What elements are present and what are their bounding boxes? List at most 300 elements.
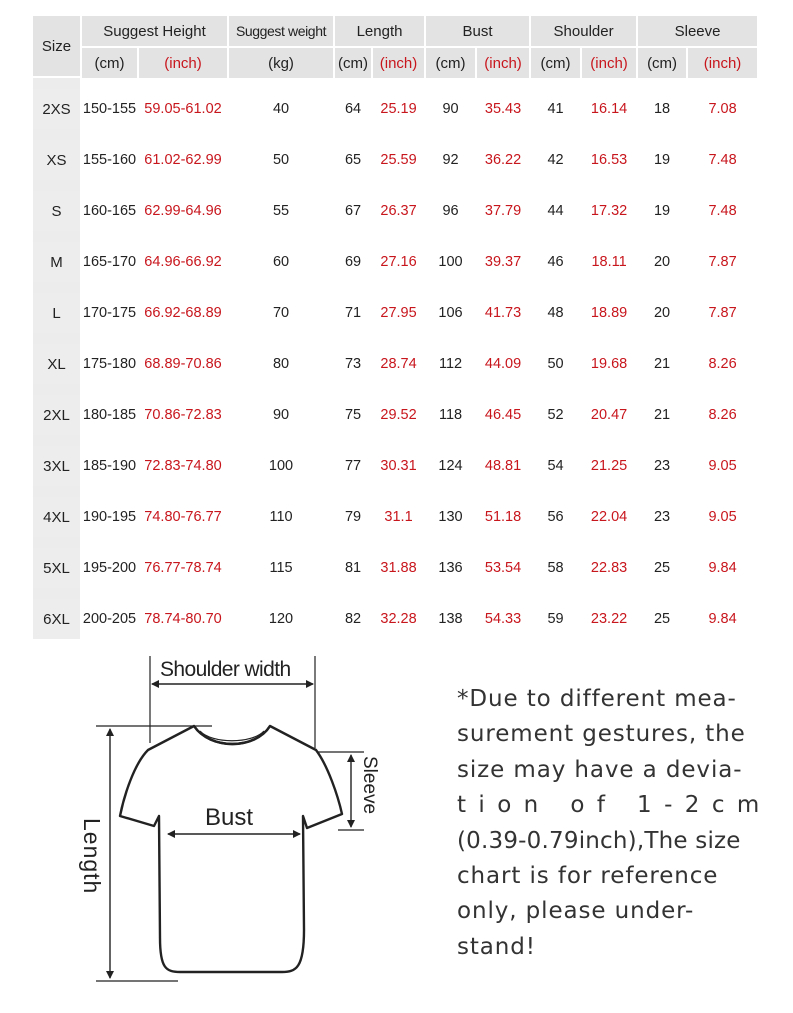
cell-height-inch: 62.99-64.96	[139, 191, 229, 231]
separator-cell	[373, 333, 426, 344]
unit-weight-kg: (kg)	[229, 48, 335, 78]
cell-length-cm: 69	[335, 242, 373, 282]
cell-bust-cm: 136	[426, 548, 477, 588]
separator-cell	[688, 333, 759, 344]
cell-bust-inch: 46.45	[477, 395, 531, 435]
table-row	[33, 344, 759, 384]
separator-cell	[335, 180, 373, 191]
separator-cell	[688, 78, 759, 89]
separator-cell	[229, 78, 335, 89]
separator-cell	[139, 78, 229, 89]
cell-height-inch: 68.89-70.86	[139, 344, 229, 384]
separator-cell	[426, 180, 477, 191]
separator-cell	[426, 333, 477, 344]
separator-cell	[477, 180, 531, 191]
separator-cell	[33, 333, 82, 344]
cell-sleeve-inch: 9.84	[688, 599, 759, 639]
cell-length-cm: 75	[335, 395, 373, 435]
separator-cell	[33, 435, 82, 446]
cell-bust-inch: 44.09	[477, 344, 531, 384]
cell-bust-cm: 96	[426, 191, 477, 231]
cell-weight-kg: 70	[229, 293, 335, 333]
cell-shoulder-cm: 59	[531, 599, 582, 639]
separator-cell	[582, 180, 638, 191]
cell-length-inch: 25.59	[373, 140, 426, 180]
cell-weight-kg: 60	[229, 242, 335, 282]
separator-cell	[33, 384, 82, 395]
cell-height-cm: 175-180	[82, 344, 139, 384]
separator-cell	[33, 231, 82, 242]
unit-shoulder-cm: (cm)	[531, 48, 582, 78]
cell-shoulder-cm: 41	[531, 89, 582, 129]
cell-sleeve-cm: 20	[638, 293, 688, 333]
cell-sleeve-inch: 9.05	[688, 446, 759, 486]
row-separator	[33, 486, 759, 497]
row-separator	[33, 282, 759, 293]
separator-cell	[373, 537, 426, 548]
row-separator	[33, 537, 759, 548]
separator-cell	[688, 588, 759, 599]
row-separator	[33, 384, 759, 395]
separator-cell	[229, 486, 335, 497]
separator-cell	[426, 435, 477, 446]
cell-shoulder-cm: 58	[531, 548, 582, 588]
header-row-units	[33, 48, 759, 78]
cell-bust-cm: 90	[426, 89, 477, 129]
separator-cell	[33, 537, 82, 548]
separator-cell	[33, 78, 82, 89]
cell-size: 4XL	[33, 497, 82, 537]
separator-cell	[229, 537, 335, 548]
cell-sleeve-inch: 9.84	[688, 548, 759, 588]
separator-cell	[139, 435, 229, 446]
cell-shoulder-cm: 52	[531, 395, 582, 435]
row-separator	[33, 231, 759, 242]
cell-shoulder-cm: 54	[531, 446, 582, 486]
cell-length-cm: 79	[335, 497, 373, 537]
cell-sleeve-cm: 19	[638, 191, 688, 231]
separator-cell	[139, 129, 229, 140]
separator-cell	[33, 180, 82, 191]
cell-height-inch: 72.83-74.80	[139, 446, 229, 486]
cell-height-cm: 195-200	[82, 548, 139, 588]
unit-bust-cm: (cm)	[426, 48, 477, 78]
cell-sleeve-cm: 25	[638, 599, 688, 639]
cell-length-inch: 25.19	[373, 89, 426, 129]
separator-cell	[33, 282, 82, 293]
cell-weight-kg: 55	[229, 191, 335, 231]
separator-cell	[33, 129, 82, 140]
separator-cell	[638, 180, 688, 191]
separator-cell	[638, 129, 688, 140]
cell-size: 3XL	[33, 446, 82, 486]
cell-length-cm: 71	[335, 293, 373, 333]
table-row	[33, 497, 759, 537]
cell-bust-cm: 124	[426, 446, 477, 486]
cell-sleeve-inch: 7.48	[688, 191, 759, 231]
separator-cell	[139, 588, 229, 599]
cell-bust-cm: 100	[426, 242, 477, 282]
tshirt-diagram	[60, 638, 400, 1003]
separator-cell	[638, 231, 688, 242]
separator-cell	[582, 333, 638, 344]
row-separator	[33, 180, 759, 191]
cell-height-inch: 61.02-62.99	[139, 140, 229, 180]
header-bust: Bust	[426, 16, 531, 48]
cell-bust-inch: 35.43	[477, 89, 531, 129]
cell-size: 6XL	[33, 599, 82, 639]
separator-cell	[531, 78, 582, 89]
cell-height-cm: 200-205	[82, 599, 139, 639]
separator-cell	[688, 384, 759, 395]
cell-height-cm: 160-165	[82, 191, 139, 231]
separator-cell	[638, 588, 688, 599]
cell-size: 2XS	[33, 89, 82, 129]
separator-cell	[477, 78, 531, 89]
separator-cell	[82, 231, 139, 242]
separator-cell	[582, 588, 638, 599]
length-label: Length	[79, 818, 105, 895]
cell-bust-cm: 130	[426, 497, 477, 537]
cell-bust-cm: 138	[426, 599, 477, 639]
separator-cell	[477, 129, 531, 140]
cell-size: 2XL	[33, 395, 82, 435]
separator-cell	[638, 537, 688, 548]
separator-cell	[531, 282, 582, 293]
cell-weight-kg: 120	[229, 599, 335, 639]
cell-height-inch: 78.74-80.70	[139, 599, 229, 639]
separator-cell	[229, 180, 335, 191]
separator-cell	[426, 588, 477, 599]
separator-cell	[139, 333, 229, 344]
cell-shoulder-inch: 22.83	[582, 548, 638, 588]
separator-cell	[477, 282, 531, 293]
separator-cell	[82, 282, 139, 293]
separator-cell	[688, 282, 759, 293]
separator-cell	[335, 231, 373, 242]
header-shoulder: Shoulder	[531, 16, 638, 48]
separator-cell	[426, 384, 477, 395]
separator-cell	[426, 486, 477, 497]
row-separator	[33, 333, 759, 344]
separator-cell	[582, 486, 638, 497]
separator-cell	[82, 384, 139, 395]
separator-cell	[373, 435, 426, 446]
separator-cell	[477, 537, 531, 548]
cell-sleeve-cm: 25	[638, 548, 688, 588]
bust-label: Bust	[205, 804, 254, 831]
header-row-titles	[33, 16, 759, 48]
separator-cell	[638, 486, 688, 497]
separator-cell	[33, 588, 82, 599]
header-weight: Suggest weight	[229, 16, 335, 48]
separator-cell	[82, 180, 139, 191]
cell-bust-inch: 54.33	[477, 599, 531, 639]
cell-sleeve-inch: 7.08	[688, 89, 759, 129]
separator-cell	[373, 129, 426, 140]
separator-cell	[477, 435, 531, 446]
cell-sleeve-inch: 7.87	[688, 293, 759, 333]
cell-height-inch: 76.77-78.74	[139, 548, 229, 588]
cell-weight-kg: 90	[229, 395, 335, 435]
separator-cell	[373, 231, 426, 242]
separator-cell	[335, 78, 373, 89]
cell-size: S	[33, 191, 82, 231]
separator-cell	[229, 282, 335, 293]
separator-cell	[688, 486, 759, 497]
cell-shoulder-inch: 20.47	[582, 395, 638, 435]
separator-cell	[373, 486, 426, 497]
separator-cell	[688, 435, 759, 446]
separator-cell	[582, 384, 638, 395]
table-row	[33, 599, 759, 639]
cell-height-cm: 190-195	[82, 497, 139, 537]
separator-cell	[582, 231, 638, 242]
cell-bust-inch: 41.73	[477, 293, 531, 333]
separator-cell	[82, 486, 139, 497]
note-line: *Due to different mea-	[457, 686, 737, 712]
cell-length-cm: 67	[335, 191, 373, 231]
separator-cell	[335, 129, 373, 140]
cell-shoulder-cm: 48	[531, 293, 582, 333]
cell-weight-kg: 100	[229, 446, 335, 486]
measurement-note	[457, 682, 772, 965]
separator-cell	[82, 537, 139, 548]
separator-cell	[373, 180, 426, 191]
separator-cell	[582, 78, 638, 89]
separator-cell	[531, 486, 582, 497]
separator-cell	[229, 231, 335, 242]
cell-weight-kg: 80	[229, 344, 335, 384]
header-sleeve: Sleeve	[638, 16, 759, 48]
cell-shoulder-inch: 18.11	[582, 242, 638, 282]
cell-sleeve-cm: 21	[638, 344, 688, 384]
cell-length-cm: 65	[335, 140, 373, 180]
separator-cell	[335, 435, 373, 446]
separator-cell	[582, 129, 638, 140]
separator-cell	[638, 435, 688, 446]
cell-length-cm: 77	[335, 446, 373, 486]
separator-cell	[531, 180, 582, 191]
cell-height-cm: 170-175	[82, 293, 139, 333]
cell-bust-cm: 92	[426, 140, 477, 180]
separator-cell	[582, 282, 638, 293]
separator-cell	[139, 231, 229, 242]
separator-cell	[688, 537, 759, 548]
table-row	[33, 293, 759, 333]
separator-cell	[82, 129, 139, 140]
cell-length-inch: 32.28	[373, 599, 426, 639]
cell-shoulder-cm: 50	[531, 344, 582, 384]
separator-cell	[688, 180, 759, 191]
cell-size: 5XL	[33, 548, 82, 588]
unit-height-cm: (cm)	[82, 48, 139, 78]
separator-cell	[426, 129, 477, 140]
note-line: size may have a devia-	[457, 756, 743, 783]
table-row	[33, 446, 759, 486]
unit-sleeve-inch: (inch)	[688, 48, 759, 78]
cell-length-inch: 26.37	[373, 191, 426, 231]
separator-cell	[335, 282, 373, 293]
separator-cell	[688, 129, 759, 140]
cell-shoulder-inch: 16.53	[582, 140, 638, 180]
separator-cell	[33, 486, 82, 497]
separator-cell	[477, 384, 531, 395]
cell-height-cm: 150-155	[82, 89, 139, 129]
cell-sleeve-cm: 20	[638, 242, 688, 282]
cell-size: M	[33, 242, 82, 282]
separator-cell	[139, 180, 229, 191]
note-line: (0.39-0.79inch),The size	[457, 827, 741, 854]
note-line: tion of 1-2cm	[457, 792, 772, 819]
separator-cell	[373, 384, 426, 395]
cell-shoulder-inch: 21.25	[582, 446, 638, 486]
cell-weight-kg: 50	[229, 140, 335, 180]
separator-cell	[82, 78, 139, 89]
header-height: Suggest Height	[82, 16, 229, 48]
separator-cell	[335, 588, 373, 599]
separator-cell	[229, 384, 335, 395]
cell-sleeve-cm: 23	[638, 446, 688, 486]
cell-shoulder-cm: 44	[531, 191, 582, 231]
cell-length-cm: 82	[335, 599, 373, 639]
unit-bust-inch: (inch)	[477, 48, 531, 78]
separator-cell	[229, 588, 335, 599]
cell-sleeve-inch: 9.05	[688, 497, 759, 537]
cell-shoulder-inch: 23.22	[582, 599, 638, 639]
note-line: only, please under-	[457, 898, 695, 925]
cell-bust-inch: 37.79	[477, 191, 531, 231]
separator-cell	[688, 231, 759, 242]
separator-cell	[477, 333, 531, 344]
separator-cell	[531, 435, 582, 446]
cell-length-inch: 29.52	[373, 395, 426, 435]
unit-sleeve-cm: (cm)	[638, 48, 688, 78]
separator-cell	[229, 129, 335, 140]
cell-length-inch: 27.16	[373, 242, 426, 282]
separator-cell	[531, 129, 582, 140]
separator-cell	[638, 282, 688, 293]
separator-cell	[139, 384, 229, 395]
table-row	[33, 89, 759, 129]
separator-cell	[638, 333, 688, 344]
cell-shoulder-inch: 22.04	[582, 497, 638, 537]
cell-height-inch: 66.92-68.89	[139, 293, 229, 333]
sleeve-label: Sleeve	[359, 756, 380, 815]
separator-cell	[531, 384, 582, 395]
table-row	[33, 548, 759, 588]
cell-sleeve-cm: 21	[638, 395, 688, 435]
unit-length-cm: (cm)	[335, 48, 373, 78]
separator-cell	[531, 333, 582, 344]
cell-shoulder-inch: 16.14	[582, 89, 638, 129]
separator-cell	[335, 384, 373, 395]
cell-height-inch: 70.86-72.83	[139, 395, 229, 435]
cell-height-cm: 165-170	[82, 242, 139, 282]
cell-height-inch: 59.05-61.02	[139, 89, 229, 129]
cell-bust-inch: 53.54	[477, 548, 531, 588]
cell-bust-cm: 112	[426, 344, 477, 384]
header-length: Length	[335, 16, 426, 48]
cell-sleeve-inch: 8.26	[688, 344, 759, 384]
cell-height-cm: 180-185	[82, 395, 139, 435]
separator-cell	[426, 231, 477, 242]
cell-bust-inch: 39.37	[477, 242, 531, 282]
cell-sleeve-cm: 18	[638, 89, 688, 129]
cell-shoulder-inch: 18.89	[582, 293, 638, 333]
cell-length-inch: 31.1	[373, 497, 426, 537]
separator-cell	[477, 588, 531, 599]
unit-shoulder-inch: (inch)	[582, 48, 638, 78]
separator-cell	[139, 537, 229, 548]
separator-cell	[82, 435, 139, 446]
unit-height-inch: (inch)	[139, 48, 229, 78]
separator-cell	[373, 78, 426, 89]
separator-cell	[531, 231, 582, 242]
note-line: chart is for reference	[457, 863, 719, 890]
row-separator	[33, 129, 759, 140]
cell-length-cm: 64	[335, 89, 373, 129]
separator-cell	[531, 588, 582, 599]
separator-cell	[229, 435, 335, 446]
cell-bust-cm: 118	[426, 395, 477, 435]
cell-shoulder-inch: 19.68	[582, 344, 638, 384]
cell-sleeve-cm: 23	[638, 497, 688, 537]
row-separator	[33, 588, 759, 599]
cell-length-inch: 30.31	[373, 446, 426, 486]
separator-cell	[582, 537, 638, 548]
separator-cell	[531, 537, 582, 548]
cell-sleeve-inch: 7.48	[688, 140, 759, 180]
separator-cell	[139, 486, 229, 497]
separator-cell	[477, 231, 531, 242]
cell-shoulder-inch: 17.32	[582, 191, 638, 231]
cell-size: XS	[33, 140, 82, 180]
table-row	[33, 242, 759, 282]
separator-cell	[426, 537, 477, 548]
row-separator	[33, 435, 759, 446]
separator-cell	[82, 588, 139, 599]
cell-sleeve-inch: 7.87	[688, 242, 759, 282]
separator-cell	[229, 333, 335, 344]
table-row	[33, 395, 759, 435]
unit-length-inch: (inch)	[373, 48, 426, 78]
size-chart-table	[33, 16, 759, 639]
table-body	[33, 78, 759, 639]
shoulder-width-label: Shoulder width	[160, 658, 291, 681]
separator-cell	[426, 78, 477, 89]
separator-cell	[373, 588, 426, 599]
table-row	[33, 140, 759, 180]
cell-sleeve-cm: 19	[638, 140, 688, 180]
cell-bust-inch: 36.22	[477, 140, 531, 180]
table-row	[33, 191, 759, 231]
cell-bust-cm: 106	[426, 293, 477, 333]
note-line: stand!	[457, 933, 536, 960]
separator-cell	[82, 333, 139, 344]
cell-shoulder-cm: 42	[531, 140, 582, 180]
cell-height-cm: 185-190	[82, 446, 139, 486]
separator-cell	[477, 486, 531, 497]
cell-length-cm: 73	[335, 344, 373, 384]
cell-height-inch: 74.80-76.77	[139, 497, 229, 537]
cell-shoulder-cm: 46	[531, 242, 582, 282]
separator-cell	[335, 486, 373, 497]
cell-length-inch: 31.88	[373, 548, 426, 588]
separator-cell	[638, 78, 688, 89]
cell-length-inch: 28.74	[373, 344, 426, 384]
row-separator	[33, 78, 759, 89]
